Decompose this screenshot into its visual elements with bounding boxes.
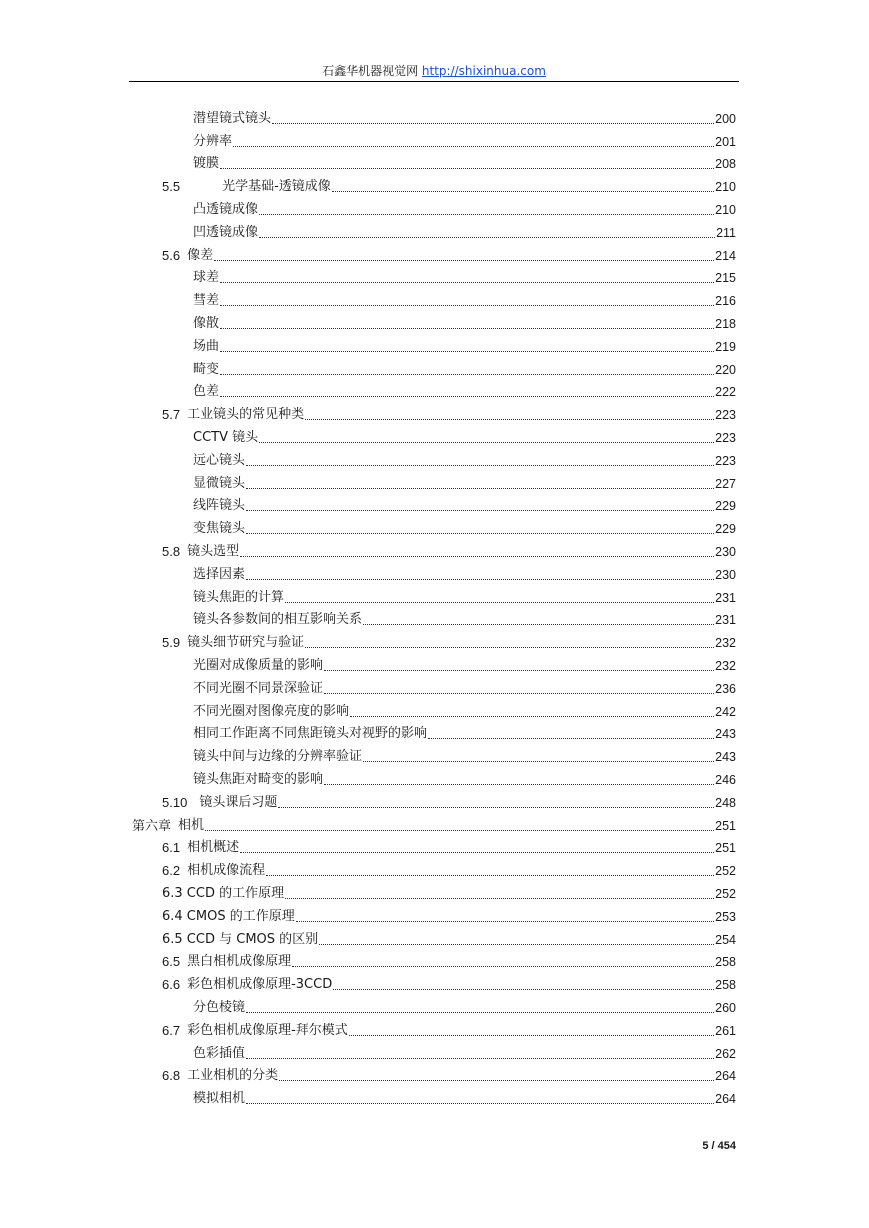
toc-entry[interactable] <box>162 879 736 902</box>
toc-dot-leader <box>324 772 714 788</box>
toc-entry-number: 5.8 <box>162 543 181 559</box>
toc-entry-title: 镜头焦距的计算 <box>193 589 285 605</box>
toc-entry-title: 分辨率 <box>193 133 233 149</box>
toc-dot-leader <box>259 225 715 241</box>
toc-entry-title: 黑白相机成像原理 <box>187 954 292 970</box>
toc-entry[interactable] <box>193 218 736 241</box>
toc-entry-page: 222 <box>715 385 736 400</box>
toc-entry-title: 工业相机的分类 <box>187 1068 279 1084</box>
toc-entry-title: 相同工作距离不同焦距镜头对视野的影响 <box>193 726 428 742</box>
toc-entry-title: 镜头各参数间的相互影响关系 <box>193 612 363 628</box>
toc-entry-page: 214 <box>715 248 736 263</box>
toc-dot-leader <box>240 544 714 560</box>
toc-entry-page: 252 <box>715 886 736 901</box>
toc-entry-title: 不同光圈不同景深验证 <box>193 680 324 696</box>
toc-dot-leader <box>240 840 714 856</box>
toc-entry-page: 242 <box>715 704 736 719</box>
toc-dot-leader <box>246 1091 714 1107</box>
toc-dot-leader <box>220 156 714 172</box>
toc-entry[interactable] <box>193 150 736 173</box>
toc-entry[interactable] <box>193 651 736 674</box>
header-divider <box>129 81 739 82</box>
toc-entry-page: 264 <box>715 1069 736 1084</box>
toc-entry-page: 262 <box>715 1046 736 1061</box>
toc-dot-leader <box>292 954 714 970</box>
toc-dot-leader <box>428 726 714 742</box>
toc-entry-page: 231 <box>715 590 736 605</box>
toc-entry-title: 镜头课后习题 <box>199 794 278 810</box>
toc-entry-title: 彩色相机成像原理-拜尔模式 <box>187 1022 348 1038</box>
toc-dot-leader <box>279 1068 714 1084</box>
toc-entry-title: 光圈对成像质量的影响 <box>193 657 324 673</box>
toc-dot-leader <box>278 795 714 811</box>
toc-dot-leader <box>349 1023 714 1039</box>
toc-entry-page: 258 <box>715 978 736 993</box>
toc-entry-title: 显微镜头 <box>193 475 246 491</box>
header-link[interactable]: http://shixinhua.com <box>421 64 546 78</box>
toc-entry[interactable] <box>193 697 736 720</box>
toc-entry-title: 工业镜头的常见种类 <box>187 407 305 423</box>
toc-entry[interactable] <box>193 560 736 583</box>
toc-entry[interactable] <box>193 1084 736 1107</box>
toc-entry-page: 211 <box>716 225 736 240</box>
toc-entry[interactable] <box>193 742 736 765</box>
toc-entry[interactable] <box>193 195 736 218</box>
toc-entry-title: 6.3 CCD 的工作原理 <box>162 885 285 901</box>
page-header <box>129 62 739 80</box>
toc-dot-leader <box>246 567 714 583</box>
toc-dot-leader <box>259 202 714 218</box>
toc-entry-page: 236 <box>715 681 736 696</box>
toc-entry-page: 260 <box>715 1000 736 1015</box>
toc-entry[interactable] <box>193 378 736 401</box>
toc-entry[interactable] <box>193 286 736 309</box>
toc-entry-number: 5.6 <box>162 247 181 263</box>
toc-dot-leader <box>305 407 714 423</box>
toc-entry-title: 潜望镜式镜头 <box>193 110 272 126</box>
toc-dot-leader <box>259 430 714 446</box>
toc-entry-page: 248 <box>715 795 736 810</box>
toc-entry[interactable] <box>193 720 736 743</box>
toc-dot-leader <box>246 453 714 469</box>
toc-entry-page: 231 <box>715 613 736 628</box>
toc-dot-leader <box>350 704 714 720</box>
toc-entry-number: 6.8 <box>162 1068 181 1084</box>
toc-entry[interactable] <box>193 993 736 1016</box>
toc-dot-leader <box>332 179 714 195</box>
toc-entry[interactable] <box>162 172 736 195</box>
toc-entry-page: 200 <box>715 111 736 126</box>
toc-dot-leader <box>246 1046 714 1062</box>
toc-entry[interactable] <box>162 902 736 925</box>
toc-entry[interactable] <box>193 606 736 629</box>
toc-entry-page: 223 <box>715 408 736 423</box>
toc-entry[interactable] <box>193 423 736 446</box>
toc-dot-leader <box>220 316 714 332</box>
toc-entry[interactable] <box>193 355 736 378</box>
toc-entry-number: 5.7 <box>162 407 181 423</box>
toc-entry[interactable] <box>193 127 736 150</box>
toc-entry-title: 线阵镜头 <box>193 498 246 514</box>
toc-dot-leader <box>285 590 714 606</box>
toc-entry-title: 凹透镜成像 <box>193 224 259 240</box>
toc-dot-leader <box>363 612 714 628</box>
toc-entry-page: 251 <box>715 841 736 856</box>
toc-dot-leader <box>324 681 714 697</box>
toc-entry[interactable] <box>162 537 736 560</box>
toc-entry-title: 远心镜头 <box>193 452 246 468</box>
toc-entry-page: 252 <box>715 864 736 879</box>
toc-dot-leader <box>246 476 714 492</box>
toc-entry-page: 216 <box>715 294 736 309</box>
toc-entry-page: 227 <box>715 476 736 491</box>
toc-entry-title: 6.5 CCD 与 CMOS 的区别 <box>162 931 319 947</box>
toc-dot-leader <box>324 658 714 674</box>
toc-entry-title: 镜头选型 <box>187 543 240 559</box>
toc-entry-page: 230 <box>715 544 736 559</box>
toc-entry[interactable] <box>193 332 736 355</box>
toc-entry-title: 镜头细节研究与验证 <box>187 635 305 651</box>
toc-dot-leader <box>272 111 714 127</box>
toc-entry-title: 色彩插值 <box>193 1045 246 1061</box>
toc-entry-title: 光学基础-透镜成像 <box>222 179 331 195</box>
toc-dot-leader <box>333 977 714 993</box>
toc-entry-page: 264 <box>715 1092 736 1107</box>
toc-entry-number: 5.10 <box>162 794 188 810</box>
toc-dot-leader <box>220 339 714 355</box>
toc-entry-number: 6.5 <box>162 954 181 970</box>
toc-entry-title: 分色棱镜 <box>193 999 246 1015</box>
toc-entry-title: 畸变 <box>193 361 220 377</box>
toc-entry[interactable] <box>193 492 736 515</box>
toc-entry[interactable] <box>162 856 736 879</box>
toc-entry-page: 229 <box>715 499 736 514</box>
toc-entry-title: CCTV 镜头 <box>193 429 259 445</box>
toc-dot-leader <box>214 248 714 264</box>
toc-entry-page: 258 <box>715 955 736 970</box>
toc-entry-title: 镜头焦距对畸变的影响 <box>193 771 324 787</box>
toc-entry-title: 模拟相机 <box>193 1091 246 1107</box>
toc-entry[interactable] <box>162 241 736 264</box>
toc-entry-page: 210 <box>715 180 736 195</box>
toc-dot-leader <box>296 909 714 925</box>
toc-entry[interactable] <box>193 309 736 332</box>
toc-entry-page: 232 <box>715 658 736 673</box>
toc-dot-leader <box>266 863 714 879</box>
toc-entry[interactable] <box>193 765 736 788</box>
toc-entry-number: 6.6 <box>162 977 181 993</box>
toc-dot-leader <box>285 886 714 902</box>
toc-entry-title: 镜头中间与边缘的分辨率验证 <box>193 749 363 765</box>
toc-entry[interactable] <box>193 264 736 287</box>
page-number: 5 / 454 <box>702 1140 736 1152</box>
toc-entry[interactable] <box>193 514 736 537</box>
toc-entry-page: 218 <box>715 316 736 331</box>
toc-entry-page: 254 <box>715 932 736 947</box>
toc-entry[interactable] <box>162 788 736 811</box>
toc-dot-leader <box>246 498 714 514</box>
toc-entry-title: 像差 <box>187 247 214 263</box>
toc-dot-leader <box>205 818 714 834</box>
toc-entry-title: 彗差 <box>193 293 220 309</box>
toc-entry-number: 5.5 <box>162 179 181 195</box>
toc-entry-page: 243 <box>715 750 736 765</box>
toc-entry[interactable] <box>162 1062 736 1085</box>
toc-entry-title: 像散 <box>193 315 220 331</box>
toc-entry-page: 201 <box>715 134 736 149</box>
toc-entry[interactable] <box>193 583 736 606</box>
toc-entry-title: 相机概述 <box>187 840 240 856</box>
toc-entry-title: 选择因素 <box>193 566 246 582</box>
toc-entry-number: 第六章 <box>132 817 172 833</box>
toc-dot-leader <box>363 749 714 765</box>
toc-dot-leader <box>220 270 714 286</box>
toc-entry[interactable] <box>162 925 736 948</box>
toc-entry[interactable] <box>193 469 736 492</box>
toc-entry-page: 253 <box>715 909 736 924</box>
toc-entry-title: 镀膜 <box>193 156 220 172</box>
toc-dot-leader <box>246 521 714 537</box>
toc-entry[interactable] <box>193 1039 736 1062</box>
toc-entry-page: 223 <box>715 453 736 468</box>
toc-entry-number: 6.1 <box>162 840 181 856</box>
toc-entry-page: 232 <box>715 636 736 651</box>
toc-entry[interactable] <box>193 446 736 469</box>
toc-entry-page: 223 <box>715 430 736 445</box>
toc-entry-title: 球差 <box>193 270 220 286</box>
toc-entry-title: 6.4 CMOS 的工作原理 <box>162 908 295 924</box>
toc-entry-title: 变焦镜头 <box>193 521 246 537</box>
toc-dot-leader <box>246 1000 714 1016</box>
toc-entry-page: 230 <box>715 567 736 582</box>
toc-entry[interactable] <box>193 674 736 697</box>
toc-entry-title: 相机 <box>178 817 205 833</box>
toc-dot-leader <box>220 293 714 309</box>
toc-entry[interactable] <box>162 970 736 993</box>
toc-entry[interactable] <box>132 811 736 834</box>
header-site-name: 石鑫华机器视觉网 <box>322 64 419 78</box>
toc-entry-page: 208 <box>715 157 736 172</box>
toc-entry-number: 5.9 <box>162 635 181 651</box>
toc-entry-title: 彩色相机成像原理-3CCD <box>187 977 333 993</box>
toc-dot-leader <box>220 362 714 378</box>
toc-entry-page: 261 <box>715 1023 736 1038</box>
toc-entry-page: 251 <box>715 818 736 833</box>
toc-entry-page: 229 <box>715 522 736 537</box>
toc-entry-number: 6.2 <box>162 863 181 879</box>
toc-entry-number: 6.7 <box>162 1022 181 1038</box>
toc-entry[interactable] <box>162 1016 736 1039</box>
toc-entry-title: 凸透镜成像 <box>193 201 259 217</box>
toc-entry-page: 210 <box>715 202 736 217</box>
toc-dot-leader <box>233 134 714 150</box>
toc-entry-title: 场曲 <box>193 338 220 354</box>
toc-entry-title: 不同光圈对图像亮度的影响 <box>193 703 350 719</box>
toc-entry[interactable] <box>162 628 736 651</box>
toc-entry-page: 220 <box>715 362 736 377</box>
toc-entry[interactable] <box>193 104 736 127</box>
toc-dot-leader <box>305 635 714 651</box>
toc-entry[interactable] <box>162 834 736 857</box>
toc-dot-leader <box>319 932 714 948</box>
toc-dot-leader <box>220 384 714 400</box>
toc-entry-page: 215 <box>715 271 736 286</box>
toc-entry-title: 相机成像流程 <box>187 863 266 879</box>
toc-entry[interactable] <box>162 948 736 971</box>
toc-entry-page: 219 <box>715 339 736 354</box>
toc-entry-page: 243 <box>715 727 736 742</box>
toc-entry-title: 色差 <box>193 384 220 400</box>
toc-entry-page: 246 <box>715 772 736 787</box>
toc-entry[interactable] <box>162 400 736 423</box>
